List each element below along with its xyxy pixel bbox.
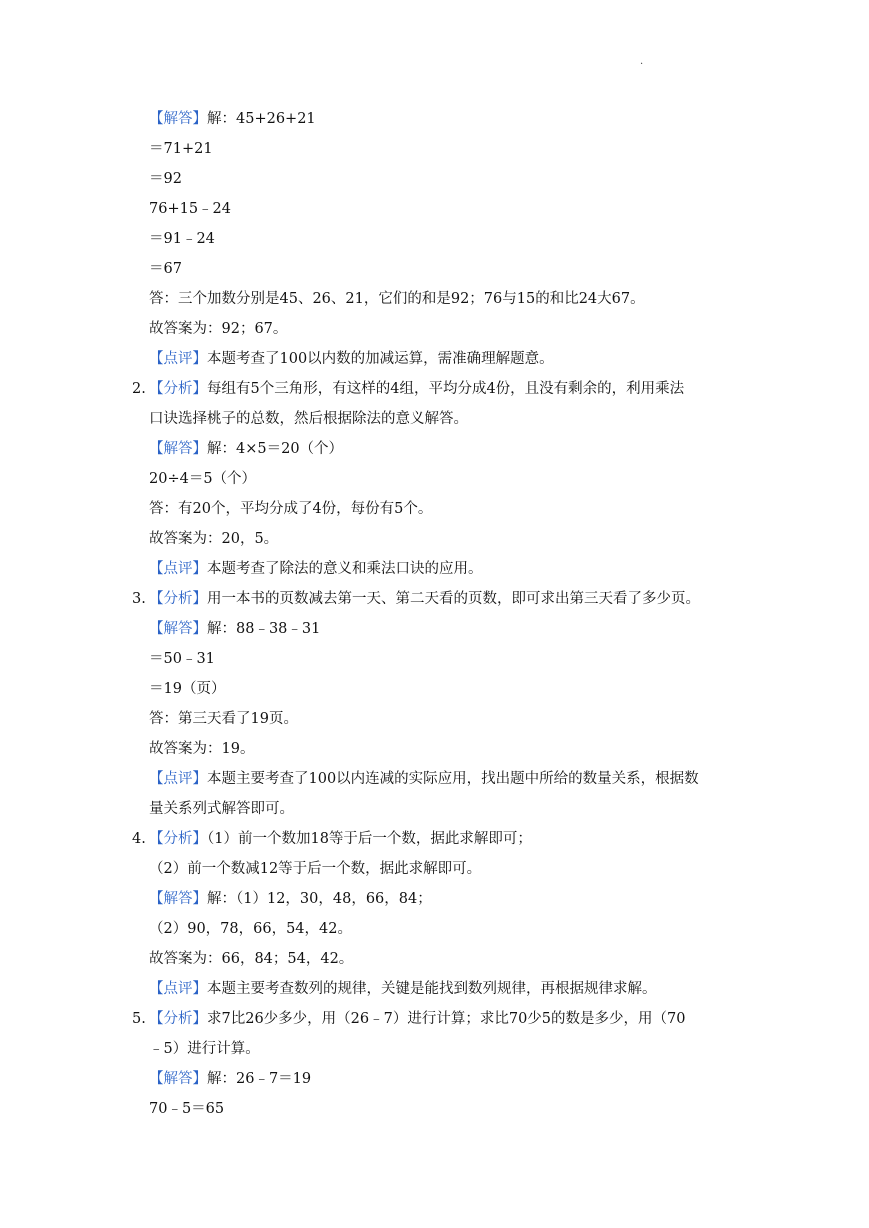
line-text: （2）前一个数减12等于后一个数，据此求解即可。 xyxy=(149,861,482,877)
line-text: 解：26﹣7＝19 xyxy=(207,1071,312,1087)
line-text: 求7比26少多少，用（26﹣7）进行计算；求比70少5的数是多少，用（70 xyxy=(207,1011,686,1027)
line-text: ＝71+21 xyxy=(149,141,213,157)
line-text: 口诀选择桃子的总数，然后根据除法的意义解答。 xyxy=(149,411,468,427)
text-line xyxy=(132,524,752,554)
text-line xyxy=(132,164,752,194)
text-line xyxy=(132,284,752,314)
tagged-line xyxy=(132,614,752,644)
line-text: 每组有5个三角形，有这样的4组，平均分成4份，且没有剩余的，利用乘法 xyxy=(207,381,685,397)
text-line xyxy=(132,944,752,974)
tagged-line xyxy=(132,554,752,584)
line-text: 本题主要考查了100以内连减的实际应用，找出题中所给的数量关系，根据数 xyxy=(207,771,699,787)
text-line xyxy=(132,404,752,434)
text-line xyxy=(132,194,752,224)
line-text: 76+15﹣24 xyxy=(149,201,232,217)
text-line xyxy=(132,704,752,734)
text-line xyxy=(132,254,752,284)
line-text: ﹣5）进行计算。 xyxy=(149,1041,260,1057)
section-tag: 【解答】 xyxy=(149,621,207,637)
section-tag: 【点评】 xyxy=(149,981,207,997)
section-tag: 【分析】 xyxy=(149,381,207,397)
numbered-question-line xyxy=(132,584,752,614)
tagged-line xyxy=(132,884,752,914)
line-text: ＝50﹣31 xyxy=(149,651,215,667)
line-text: 量关系列式解答即可。 xyxy=(149,801,294,817)
section-tag: 【解答】 xyxy=(149,1071,207,1087)
text-line xyxy=(132,494,752,524)
text-line xyxy=(132,794,752,824)
line-text: 故答案为：66，84；54，42。 xyxy=(149,951,354,967)
numbered-question-line xyxy=(132,824,752,854)
section-tag: 【点评】 xyxy=(149,561,207,577)
tagged-line xyxy=(132,1064,752,1094)
line-text: 解：45+26+21 xyxy=(207,111,316,127)
answer-document-body xyxy=(132,104,752,1124)
question-number: 4. xyxy=(132,831,146,847)
text-line xyxy=(132,1034,752,1064)
text-line xyxy=(132,1094,752,1124)
tagged-line xyxy=(132,344,752,374)
numbered-question-line xyxy=(132,1004,752,1034)
question-number: 2. xyxy=(132,381,146,397)
line-text: 本题考查了100以内数的加减运算，需准确理解题意。 xyxy=(207,351,554,367)
line-text: ＝92 xyxy=(149,171,182,187)
line-text: 本题考查了除法的意义和乘法口诀的应用。 xyxy=(207,561,483,577)
question-number: 5. xyxy=(132,1011,146,1027)
section-tag: 【分析】 xyxy=(149,831,207,847)
line-text: 答：有20个，平均分成了4份，每份有5个。 xyxy=(149,501,433,517)
text-line xyxy=(132,734,752,764)
section-tag: 【解答】 xyxy=(149,891,207,907)
line-text: 解：88﹣38﹣31 xyxy=(207,621,321,637)
numbered-question-line xyxy=(132,374,752,404)
text-line xyxy=(132,134,752,164)
line-text: ＝19（页） xyxy=(149,681,226,697)
section-tag: 【解答】 xyxy=(149,441,207,457)
line-text: 解：4×5＝20（个） xyxy=(207,441,344,457)
line-text: 故答案为：19。 xyxy=(149,741,255,757)
text-line xyxy=(132,674,752,704)
tagged-line xyxy=(132,974,752,1004)
line-text: 解：（1）12，30，48，66，84； xyxy=(207,891,432,907)
text-line xyxy=(132,224,752,254)
text-line xyxy=(132,314,752,344)
section-tag: 【分析】 xyxy=(149,1011,207,1027)
tagged-line xyxy=(132,434,752,464)
line-text: （2）90，78，66，54，42。 xyxy=(149,921,352,937)
line-text: （1）前一个数加18等于后一个数，据此求解即可； xyxy=(207,831,532,847)
section-tag: 【分析】 xyxy=(149,591,207,607)
text-line xyxy=(132,854,752,884)
section-tag: 【点评】 xyxy=(149,771,207,787)
section-tag: 【点评】 xyxy=(149,351,207,367)
line-text: ＝91﹣24 xyxy=(149,231,215,247)
line-text: 20÷4＝5（个） xyxy=(149,471,257,487)
text-line xyxy=(132,644,752,674)
tagged-line xyxy=(132,764,752,794)
line-text: 70﹣5＝65 xyxy=(149,1101,225,1117)
line-text: ＝67 xyxy=(149,261,182,277)
line-text: 答：第三天看了19页。 xyxy=(149,711,298,727)
line-text: 本题主要考查数列的规律，关键是能找到数列规律，再根据规律求解。 xyxy=(207,981,657,997)
section-tag: 【解答】 xyxy=(149,111,207,127)
text-line xyxy=(132,464,752,494)
tagged-line xyxy=(132,104,752,134)
page-header-dot: . xyxy=(640,56,644,67)
question-number: 3. xyxy=(132,591,146,607)
line-text: 答：三个加数分别是45、26、21，它们的和是92；76与15的和比24大67。 xyxy=(149,291,645,307)
line-text: 故答案为：20，5。 xyxy=(149,531,279,547)
text-line xyxy=(132,914,752,944)
line-text: 故答案为：92；67。 xyxy=(149,321,288,337)
line-text: 用一本书的页数减去第一天、第二天看的页数，即可求出第三天看了多少页。 xyxy=(207,591,700,607)
